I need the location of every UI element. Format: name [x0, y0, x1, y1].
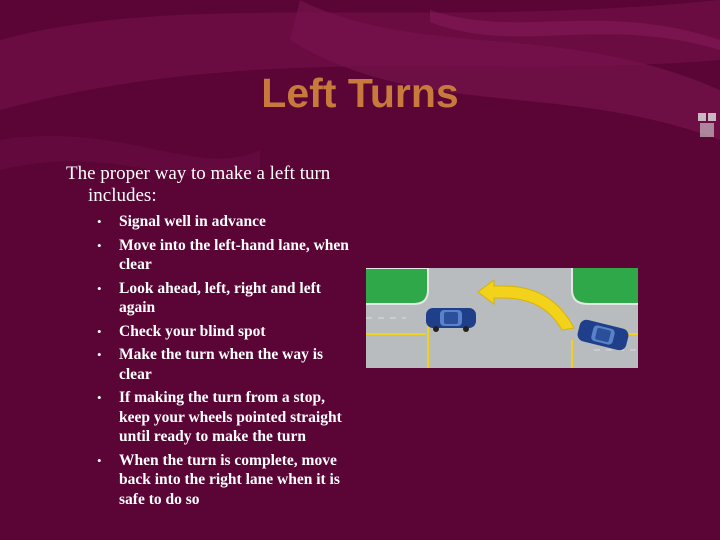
bullet-dot: •	[97, 347, 102, 362]
slide-title: Left Turns	[261, 70, 459, 116]
bullet-text: Check your blind spot	[119, 322, 266, 340]
bullet-text: Make the turn when the way is clear	[119, 346, 324, 383]
bullet-text: Signal well in advance	[119, 213, 266, 230]
bullet-text: Move into the left-hand lane, when clear	[119, 236, 349, 273]
bullet-text: When the turn is complete, move back into the right lane when it is safe to do so	[119, 451, 340, 508]
bullet-item	[97, 279, 357, 318]
bullet-dot: •	[97, 452, 102, 468]
intro-text: The proper way to make a left turn includes:	[66, 163, 331, 206]
bullet-text: Look ahead, left, right and left again	[119, 279, 321, 316]
bullet-dot: •	[97, 237, 102, 253]
bullet-item	[97, 212, 357, 232]
bullet-dot: •	[97, 323, 102, 339]
bullet-item	[97, 345, 357, 384]
bullet-dot: •	[97, 214, 102, 229]
bullet-list	[97, 212, 357, 513]
bullet-item	[97, 322, 357, 342]
bullet-item	[97, 451, 357, 510]
bullet-text: If making the turn from a stop, keep your wheels pointed straight until ready to make the turn	[119, 389, 342, 445]
decorative-square-3	[700, 123, 714, 137]
bullet-item	[97, 388, 357, 447]
left-turn-intersection-illustration	[366, 268, 638, 368]
bullet-dot: •	[97, 390, 102, 405]
bullet-item	[97, 236, 357, 275]
grass-top-right	[572, 268, 638, 304]
bullet-dot: •	[97, 280, 102, 296]
grass-top-left	[366, 268, 428, 304]
